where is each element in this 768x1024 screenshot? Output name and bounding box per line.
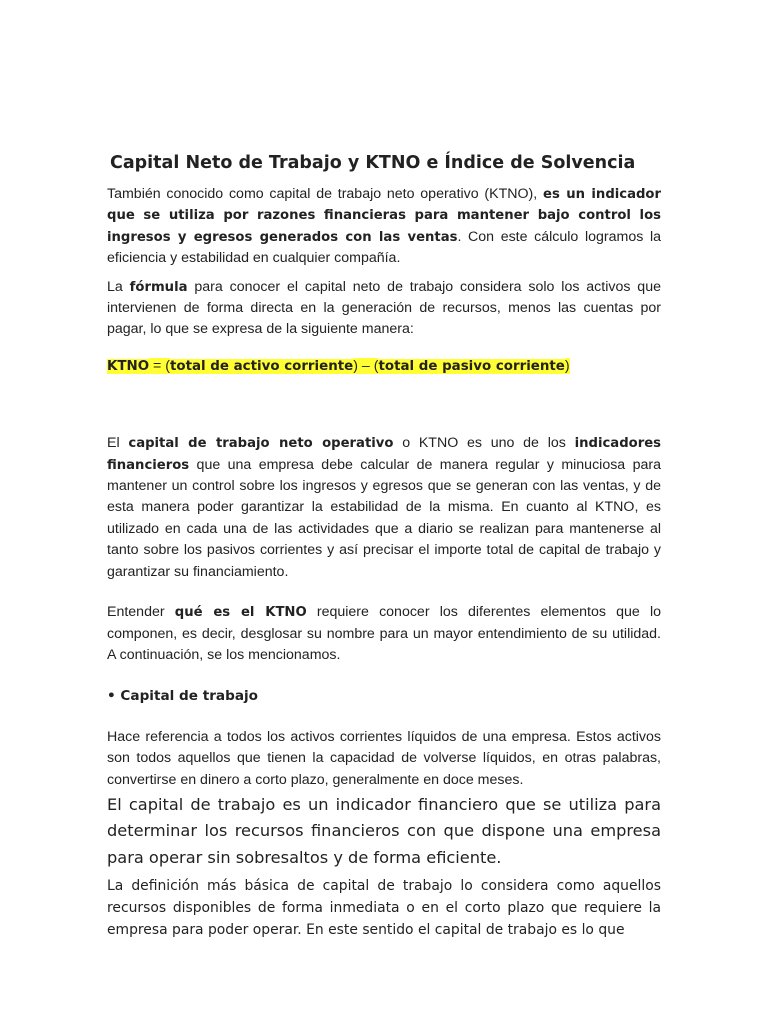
entender-bold: qué es el KTNO: [174, 605, 307, 621]
formula-word: fórmula: [129, 279, 188, 295]
formula-line: [107, 356, 661, 377]
ktno-def-rest: que una empresa debe calcular de manera regular y minuciosa para mantener un control sobre los ingresos y egresos que se generan con las ventas, y de esta manera poder garantizar la estabilidad de la misma. En cuanto al KTNO, es utilizado en cada una de las actividades que a diario se realizan para mantenerse al tanto sobre los pasivos corrientes y así precisar el importe total de capital de trabajo y garantizar su financiamiento.: [107, 456, 661, 580]
ktno-def-mid: o KTNO es uno de los: [393, 435, 575, 452]
formula-ktno: KTNO: [107, 358, 150, 374]
paragraph-capital-trabajo: Hace referencia a todos los activos corrientes líquidos de una empresa. Estos activos son todos aquellos que tienen la capacidad de volverse líquidos, en otras palabras, convertirse en dinero a corto plazo, generalmente en doce meses.: [107, 728, 661, 788]
entender-start: Entender: [107, 604, 175, 621]
document-body: [107, 150, 661, 941]
intro-bold: es un indicador que se utiliza por razones financieras para mantener bajo control los ingresos y egresos generados con las ventas: [107, 187, 661, 245]
formula-eq: = (: [149, 357, 171, 374]
intro-end: . Con este cálculo logramos la eficiencia y estabilidad en cualquier compañía.: [107, 228, 661, 267]
paragraph-definicion: La definición más básica de capital de trabajo lo considera como aquellos recursos disponibles de forma inmediata o en el corto plazo que requiere la empresa para poder operar. En este sentido el capital de trabajo es lo que: [107, 878, 661, 938]
formula-activo: total de activo corriente: [170, 358, 354, 374]
ktno-def-bold: capital de trabajo neto operativo: [128, 436, 394, 452]
paragraph-entender: [107, 602, 661, 666]
intro-text: También conocido como capital de trabajo neto operativo (KTNO),: [107, 186, 543, 202]
paragraph-indicador: El capital de trabajo es un indicador financiero que se utiliza para determinar los recursos financieros con que dispone una empresa para operar sin sobresaltos y de forma eficiente.: [107, 794, 661, 867]
paragraph-intro: [107, 184, 661, 270]
formula-end: ): [564, 357, 570, 374]
formula-intro-start: La: [107, 278, 130, 295]
entender-rest: requiere conocer los diferentes elementos que lo componen, es decir, desglosar su nombre para un mayor entendimiento de su utilidad. A continuación, se los mencionamos.: [107, 604, 661, 663]
formula-mid: ) – (: [353, 357, 379, 374]
paragraph-formula-intro: [107, 277, 661, 341]
formula-intro-rest: para conocer el capital neto de trabajo considera solo los activos que intervienen de forma directa en la generación de recursos, menos las cuentas por pagar, lo que se expresa de la siguiente manera:: [107, 278, 661, 338]
ktno-def-indicators: indicadores financieros: [107, 436, 661, 473]
paragraph-ktno-definition: [107, 433, 661, 583]
document-title: Capital Neto de Trabajo y KTNO e Índice de Solvencia: [110, 153, 636, 173]
formula-pasivo: total de pasivo corriente: [378, 358, 565, 374]
ktno-def-start: El: [107, 435, 129, 452]
bullet-capital-de-trabajo: • Capital de trabajo: [107, 688, 258, 705]
